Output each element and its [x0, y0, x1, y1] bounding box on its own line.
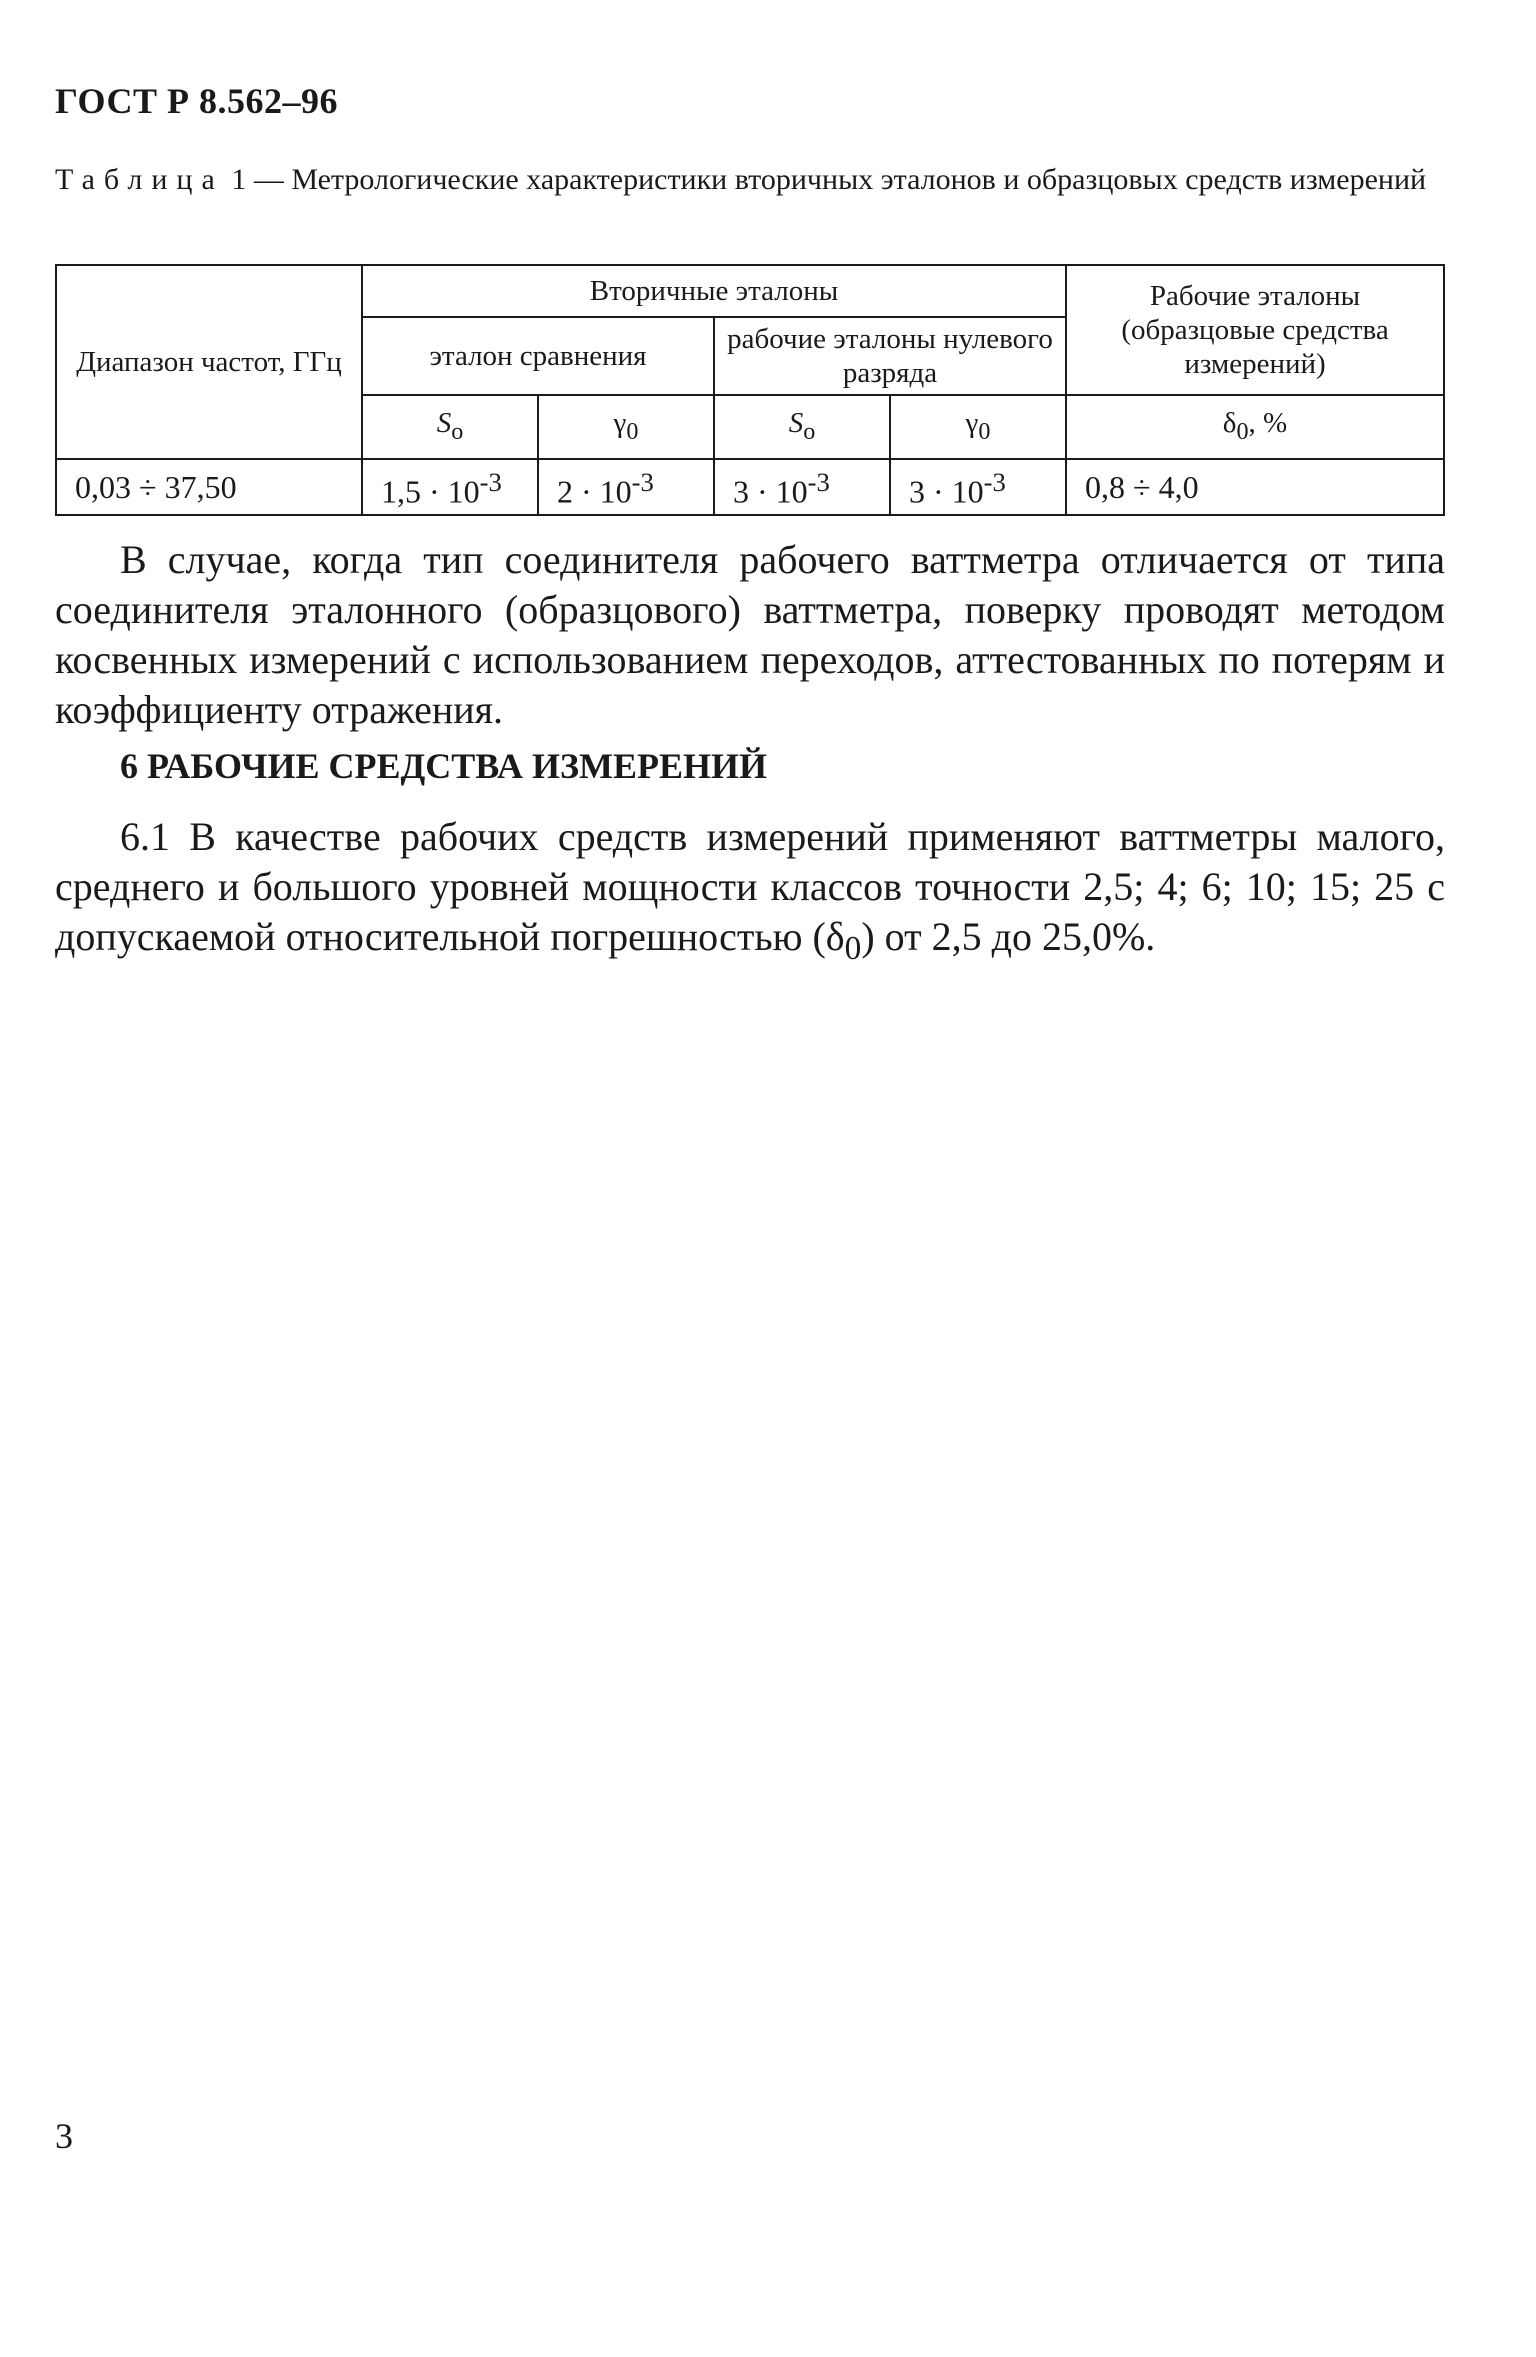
document-header: ГОСТ Р 8.562–96	[55, 81, 338, 121]
param-s0-zero-rank: $S_о$	[714, 395, 890, 459]
cell-s0-zero-rank: $3 \cdot 10^{-3}$	[714, 459, 890, 515]
col-range-header: Диапазон частот, ГГц	[56, 265, 362, 459]
section-title: 6 РАБОЧИЕ СРЕДСТВА ИЗМЕРЕНИЙ	[120, 746, 767, 786]
param-g0-comparison: $\gamma_0$	[538, 395, 714, 459]
cell-s0-comparison: $1,5 \cdot 10^{-3}$	[362, 459, 538, 515]
cell-g0-zero-rank: $3 \cdot 10^{-3}$	[890, 459, 1066, 515]
metrology-table	[55, 264, 1445, 516]
table-row	[56, 459, 1444, 515]
page-number: 3	[55, 2116, 73, 2156]
group-working-header: Рабочие эталоны (образцовые средства измерений)	[1066, 265, 1444, 395]
cell-d0-working: 0,8 ÷ 4,0	[1066, 459, 1444, 515]
cell-range: 0,03 ÷ 37,50	[56, 459, 362, 515]
group-secondary-header: Вторичные эталоны	[362, 265, 1066, 317]
table-caption-title: 1 — Метрологические характеристики вторичных эталонов и образцовых средств измерений	[223, 163, 1427, 196]
table-caption-label: Таблица	[55, 163, 224, 196]
table-caption	[55, 158, 1445, 201]
sub-zero-rank-header: рабочие эталоны нулевого разряда	[714, 317, 1066, 395]
paragraph-connector-type: В случае, когда тип соединителя рабочего ваттметра отличается от типа соединителя эталонного (образцового) ваттметра, поверку проводят методом косвенных измерений с использованием переходов, аттестованных по потерям и коэффициенту отражения.	[55, 537, 1445, 732]
param-d0-working: $\delta_0$, %	[1066, 395, 1444, 459]
param-g0-zero-rank: $\gamma_0$	[890, 395, 1066, 459]
sub-comparison-header: эталон сравнения	[362, 317, 714, 395]
param-s0-comparison: $S_о$	[362, 395, 538, 459]
cell-g0-comparison: $2 \cdot 10^{-3}$	[538, 459, 714, 515]
paragraph-working-instruments: 6.1 В качестве рабочих средств измерений применяют ваттметры малого, среднего и большого уровней мощности классов точности 2,5; 4; 6; 10; 15; 25 с допускаемой относительной погрешностью $(\delta_0)$ от 2,5 до 25,0%.	[55, 814, 1445, 967]
